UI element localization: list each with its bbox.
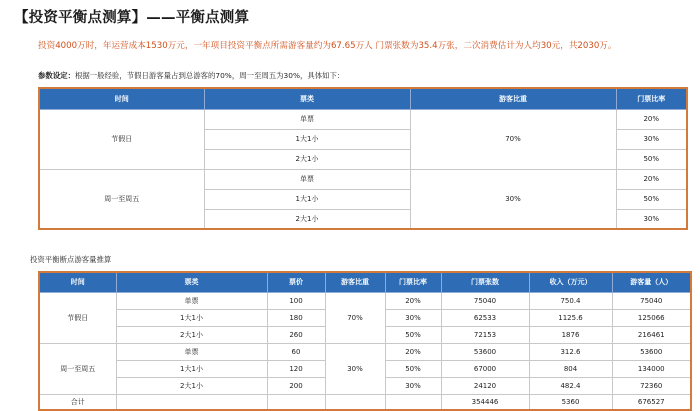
ratio-cell: 50% — [385, 360, 441, 377]
header-cell: 票类 — [116, 272, 267, 292]
tickets-cell: 62533 — [441, 309, 529, 326]
ratio-table — [38, 87, 688, 230]
header-cell: 游客比重 — [410, 88, 616, 109]
ticket-type-cell: 单票 — [116, 343, 267, 360]
price-cell: 200 — [267, 377, 325, 394]
ratio-cell: 30% — [616, 209, 687, 229]
price-cell: 180 — [267, 309, 325, 326]
header-cell: 时间 — [39, 88, 204, 109]
table-row — [39, 292, 691, 309]
income-cell: 312.6 — [529, 343, 612, 360]
empty-cell — [325, 394, 385, 410]
tickets-cell: 53600 — [441, 343, 529, 360]
ticket-type-cell: 1大1小 — [116, 360, 267, 377]
ticket-type-cell: 单票 — [204, 109, 410, 129]
price-cell: 100 — [267, 292, 325, 309]
ratio-cell: 30% — [385, 309, 441, 326]
income-cell: 750.4 — [529, 292, 612, 309]
period-cell: 节假日 — [39, 109, 204, 169]
share-cell: 30% — [410, 169, 616, 229]
ticket-type-cell: 2大1小 — [116, 377, 267, 394]
header-cell: 游客量（人） — [612, 272, 691, 292]
ratio-cell: 30% — [616, 129, 687, 149]
header-cell: 收入（万元） — [529, 272, 612, 292]
period-cell: 周一至周五 — [39, 169, 204, 229]
header-cell: 票类 — [204, 88, 410, 109]
total-visitors: 676527 — [612, 394, 691, 410]
visitors-cell: 134000 — [612, 360, 691, 377]
tickets-cell: 75040 — [441, 292, 529, 309]
income-cell: 1876 — [529, 326, 612, 343]
ratio-cell: 30% — [385, 377, 441, 394]
income-cell: 804 — [529, 360, 612, 377]
header-cell: 票价 — [267, 272, 325, 292]
breakeven-table — [38, 271, 692, 411]
ratio-cell: 20% — [616, 169, 687, 189]
ticket-type-cell: 1大1小 — [204, 129, 410, 149]
share-cell: 70% — [325, 292, 385, 343]
table-row — [39, 169, 687, 189]
visitors-cell: 53600 — [612, 343, 691, 360]
price-cell: 260 — [267, 326, 325, 343]
page-title: 【投资平衡点测算】——平衡点测算 — [14, 10, 250, 26]
empty-cell — [267, 394, 325, 410]
ticket-type-cell: 单票 — [116, 292, 267, 309]
ticket-type-cell: 2大1小 — [204, 209, 410, 229]
ratio-cell: 50% — [616, 189, 687, 209]
params-text — [38, 70, 344, 81]
total-income: 5360 — [529, 394, 612, 410]
period-cell: 节假日 — [39, 292, 116, 343]
ticket-type-cell: 单票 — [204, 169, 410, 189]
ratio-cell: 20% — [616, 109, 687, 129]
ticket-type-cell: 1大1小 — [204, 189, 410, 209]
price-cell: 120 — [267, 360, 325, 377]
visitors-cell: 75040 — [612, 292, 691, 309]
ticket-type-cell: 2大1小 — [116, 326, 267, 343]
total-row — [39, 394, 691, 410]
period-cell: 周一至周五 — [39, 343, 116, 394]
empty-cell — [116, 394, 267, 410]
total-tickets: 354446 — [441, 394, 529, 410]
share-cell: 30% — [325, 343, 385, 394]
params-description: 根据一般经验，节假日游客量占到总游客的70%，周一至周五为30%，具体如下： — [74, 71, 345, 80]
total-label: 合计 — [39, 394, 116, 410]
income-cell: 1125.6 — [529, 309, 612, 326]
ratio-table-header — [39, 88, 687, 109]
section-title: 投资平衡断点游客量推算 — [30, 255, 112, 264]
share-cell: 70% — [410, 109, 616, 169]
breakeven-table-header — [39, 272, 691, 292]
table-row — [39, 343, 691, 360]
ticket-type-cell: 1大1小 — [116, 309, 267, 326]
ratio-cell: 20% — [385, 343, 441, 360]
tickets-cell: 24120 — [441, 377, 529, 394]
empty-cell — [385, 394, 441, 410]
visitors-cell: 216461 — [612, 326, 691, 343]
ticket-type-cell: 2大1小 — [204, 149, 410, 169]
header-cell: 门票比率 — [616, 88, 687, 109]
price-cell: 60 — [267, 343, 325, 360]
table-row — [39, 109, 687, 129]
tickets-cell: 67000 — [441, 360, 529, 377]
header-cell: 时间 — [39, 272, 116, 292]
ratio-cell: 50% — [616, 149, 687, 169]
header-cell: 游客比重 — [325, 272, 385, 292]
income-cell: 482.4 — [529, 377, 612, 394]
ratio-cell: 50% — [385, 326, 441, 343]
ratio-cell: 20% — [385, 292, 441, 309]
visitors-cell: 72360 — [612, 377, 691, 394]
header-cell: 门票张数 — [441, 272, 529, 292]
tickets-cell: 72153 — [441, 326, 529, 343]
visitors-cell: 125066 — [612, 309, 691, 326]
summary-text: 投资4000万时，年运营成本1530万元，一年项目投资平衡点所需游客量约为67.65万人 门票张数为35.4万张，二次消费估计为人均30元，共2030万。 — [38, 41, 617, 51]
header-cell: 门票比率 — [385, 272, 441, 292]
params-label: 参数设定： — [38, 71, 75, 80]
